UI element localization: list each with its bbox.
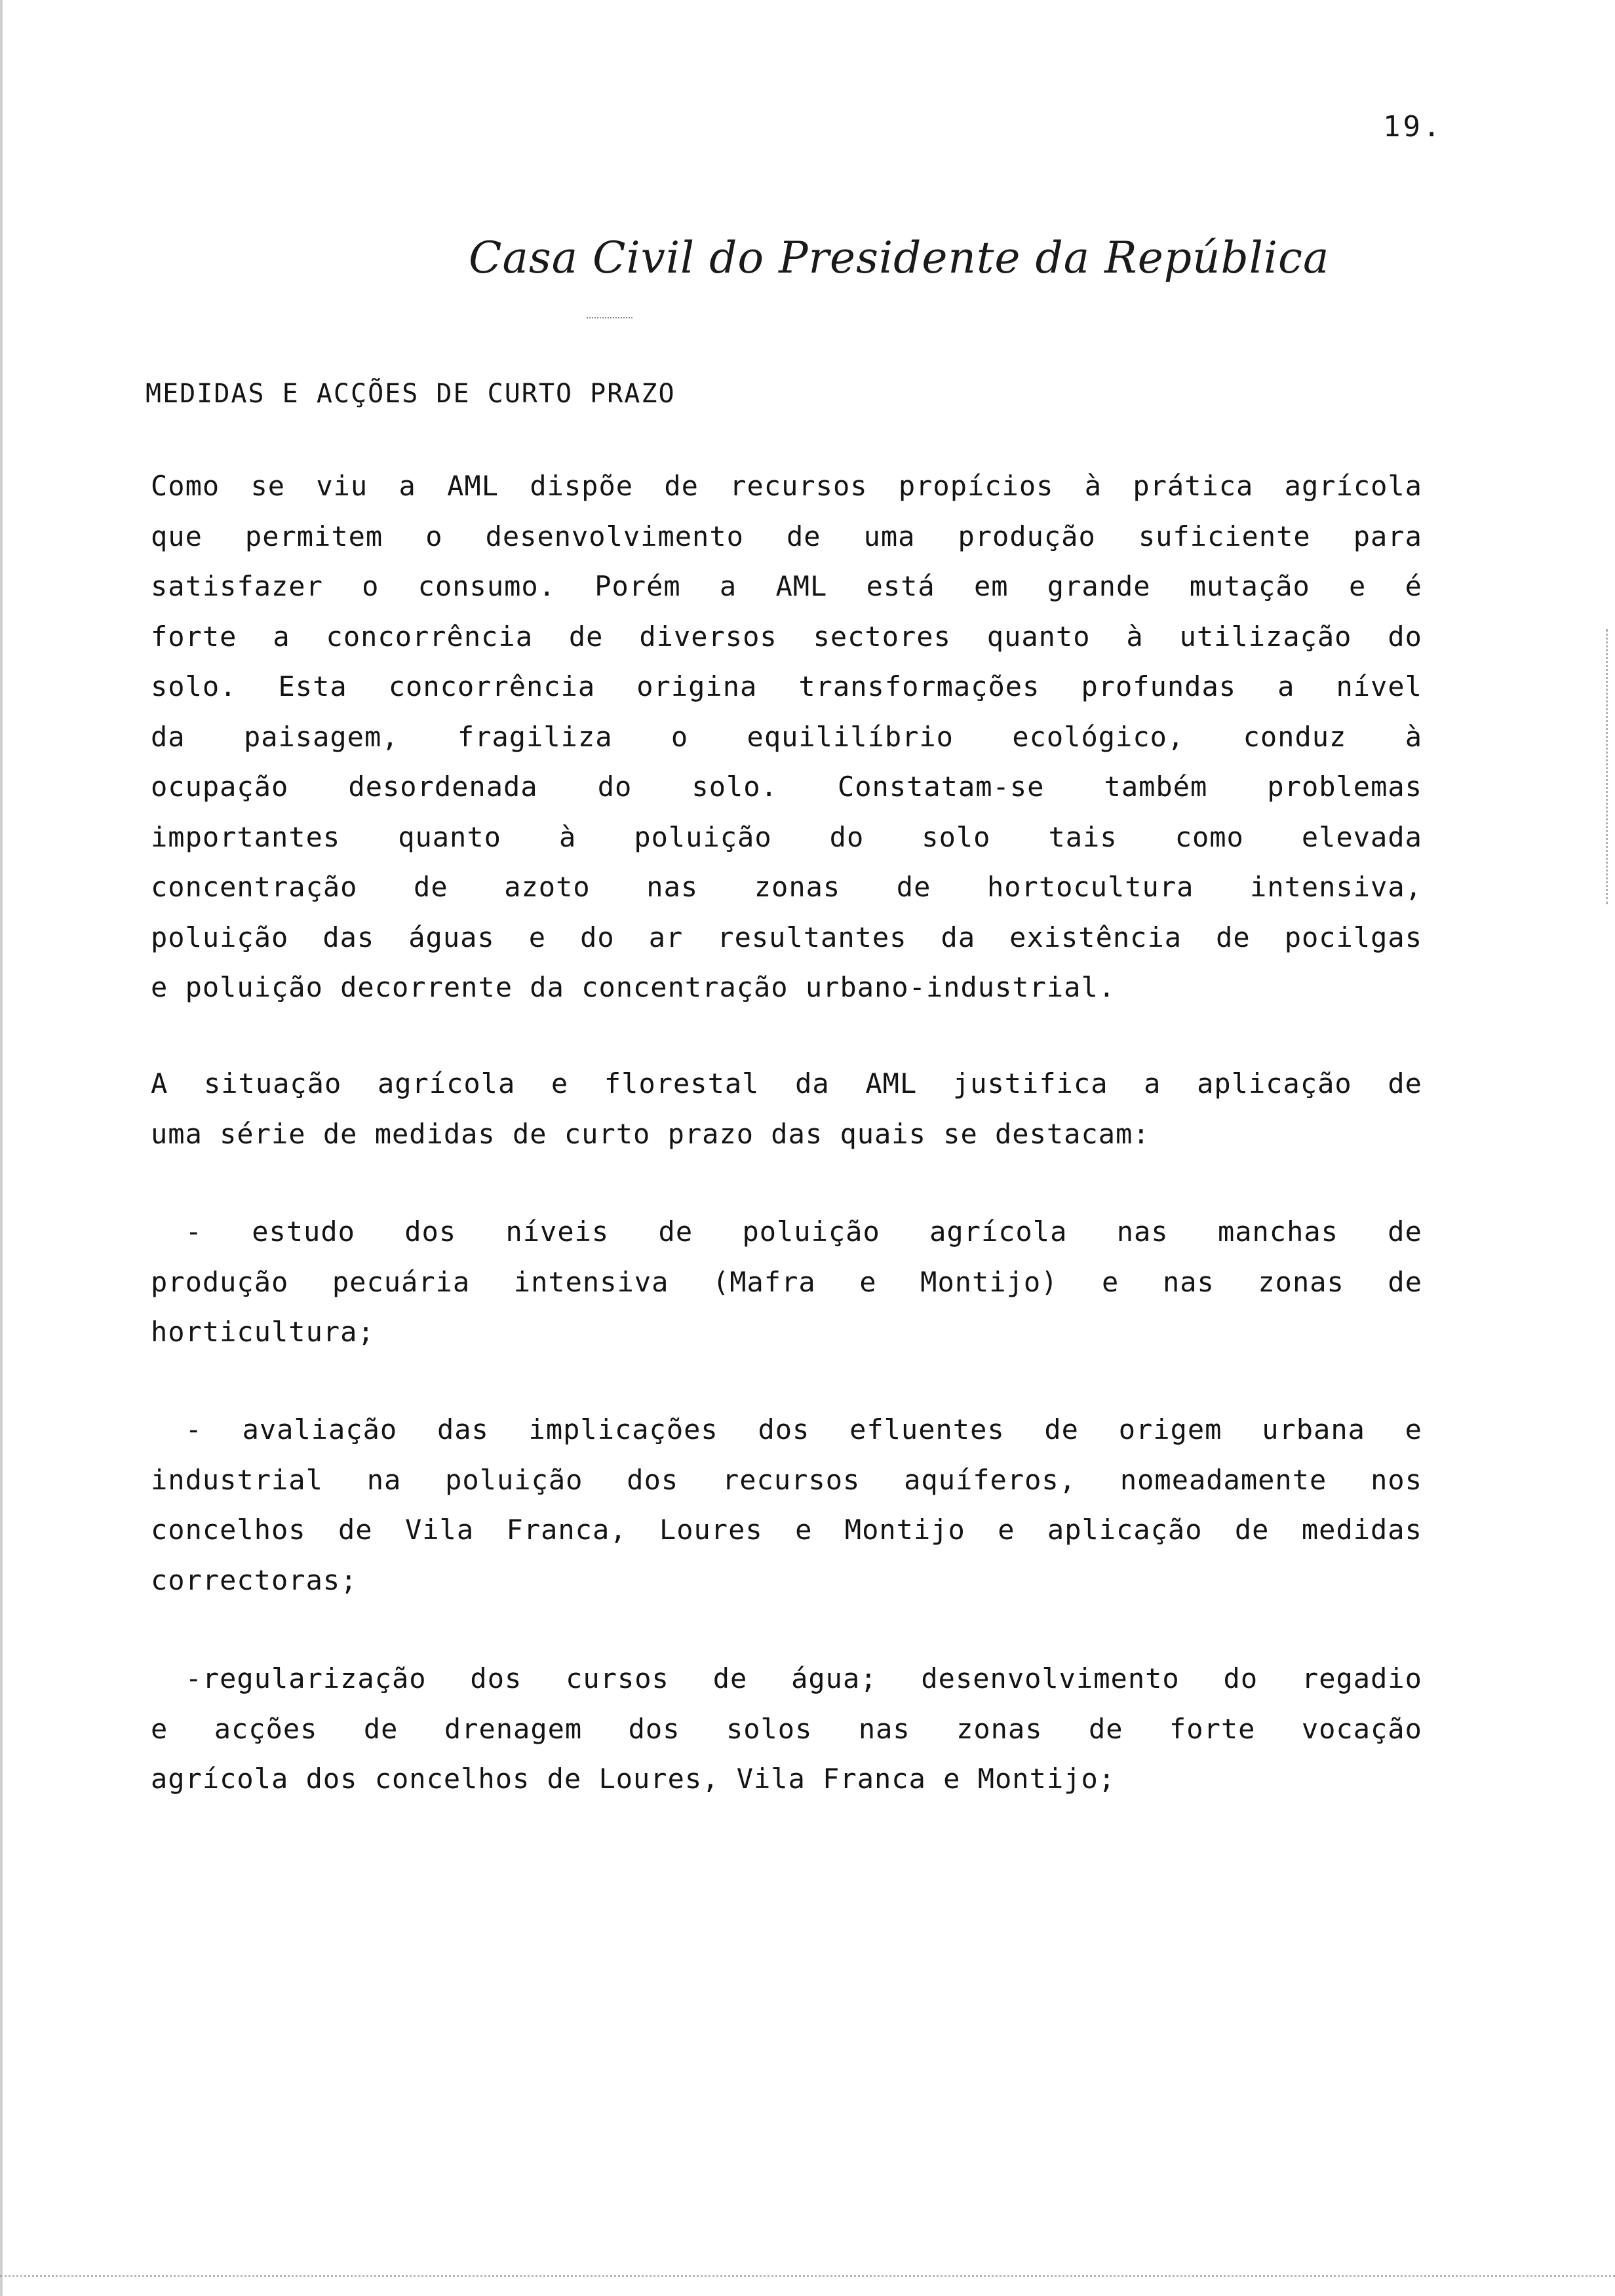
word: avaliação bbox=[242, 1413, 398, 1445]
text-line bbox=[151, 813, 1422, 863]
word: Esta bbox=[278, 670, 347, 702]
word: vocação bbox=[1301, 1712, 1422, 1745]
text-line-content: uma série de medidas de curto prazo das quais se destacam: bbox=[151, 1117, 1150, 1150]
text-line bbox=[151, 512, 1422, 562]
word: pocilgas bbox=[1284, 921, 1422, 953]
list-item-water-regularization bbox=[151, 1654, 1422, 1805]
word: transformações bbox=[798, 670, 1040, 702]
word: recursos bbox=[730, 470, 868, 502]
word: zonas bbox=[1258, 1265, 1344, 1298]
word: desordenada bbox=[348, 771, 538, 803]
word: o bbox=[425, 520, 443, 552]
word: de bbox=[712, 1662, 748, 1694]
word: dos bbox=[627, 1463, 679, 1496]
word: e bbox=[551, 1067, 569, 1100]
word: para bbox=[1353, 520, 1422, 552]
scan-left-edge bbox=[0, 0, 3, 2296]
text-line bbox=[151, 712, 1422, 763]
word: efluentes bbox=[849, 1413, 1005, 1445]
word: níveis bbox=[505, 1215, 610, 1248]
text-line bbox=[151, 1556, 1422, 1606]
word: grande bbox=[1047, 570, 1151, 602]
word: como bbox=[1175, 820, 1244, 853]
text-line bbox=[151, 1207, 1422, 1257]
word: consumo. bbox=[418, 570, 556, 602]
word: dos bbox=[628, 1712, 680, 1745]
text-line-content: e poluição decorrente da concentração urbano-industrial. bbox=[151, 971, 1116, 1003]
word: existência bbox=[1009, 921, 1182, 953]
word: equililíbrio bbox=[747, 720, 954, 753]
word: de bbox=[896, 871, 931, 903]
list-item-effluents bbox=[151, 1405, 1422, 1605]
word: do bbox=[580, 921, 615, 953]
word: e bbox=[998, 1514, 1015, 1546]
word: de bbox=[786, 520, 821, 552]
word: dispõe bbox=[530, 470, 634, 502]
text-line bbox=[151, 1754, 1422, 1805]
word: e bbox=[1102, 1265, 1119, 1298]
word: dos bbox=[404, 1215, 457, 1248]
word: e bbox=[1349, 570, 1367, 602]
text-line-content: correctoras; bbox=[151, 1563, 358, 1596]
word: concorrência bbox=[326, 620, 533, 653]
word: medidas bbox=[1301, 1514, 1422, 1546]
word: - bbox=[151, 1215, 203, 1248]
text-line bbox=[151, 1257, 1422, 1308]
word: prática bbox=[1133, 470, 1254, 502]
word: desenvolvimento bbox=[485, 520, 744, 552]
section-heading: MEDIDAS E ACÇÕES DE CURTO PRAZO bbox=[146, 379, 676, 409]
word: manchas bbox=[1217, 1215, 1338, 1248]
word: a bbox=[399, 470, 416, 502]
text-line bbox=[151, 1307, 1422, 1358]
word: mutação bbox=[1189, 570, 1310, 602]
word: solos bbox=[726, 1712, 813, 1745]
word: aquíferos, bbox=[904, 1463, 1076, 1496]
word: se bbox=[250, 470, 286, 502]
word: regadio bbox=[1301, 1662, 1422, 1694]
word: a bbox=[1144, 1067, 1161, 1100]
word: nas bbox=[858, 1712, 910, 1745]
word: de bbox=[568, 620, 604, 653]
word: ocupação bbox=[151, 771, 289, 803]
word: do bbox=[829, 820, 865, 853]
word: -regularização bbox=[151, 1662, 427, 1694]
word: à bbox=[1405, 720, 1422, 753]
word: o bbox=[362, 570, 379, 602]
word: aplicação bbox=[1197, 1067, 1352, 1100]
word: acções bbox=[214, 1712, 318, 1745]
text-line bbox=[151, 913, 1422, 963]
letterhead-underline bbox=[587, 313, 632, 318]
word: forte bbox=[151, 620, 237, 653]
page-number: 19. bbox=[1383, 110, 1443, 144]
word: conduz bbox=[1243, 720, 1347, 753]
word: do bbox=[597, 771, 632, 803]
word: Vila bbox=[404, 1514, 475, 1546]
word: nível bbox=[1336, 670, 1422, 702]
word: resultantes bbox=[717, 921, 907, 953]
word: na bbox=[366, 1463, 402, 1496]
word: drenagem bbox=[444, 1712, 583, 1745]
word: nomeadamente bbox=[1119, 1463, 1327, 1496]
text-line bbox=[151, 862, 1422, 913]
word: AML bbox=[865, 1067, 918, 1100]
word: de bbox=[338, 1514, 373, 1546]
word: origina bbox=[636, 670, 758, 702]
word: justifica bbox=[952, 1067, 1108, 1100]
word: produção bbox=[958, 520, 1096, 552]
word: à bbox=[1084, 470, 1102, 502]
scan-bottom-noise bbox=[0, 2275, 1615, 2282]
word: de bbox=[1388, 1265, 1422, 1298]
word: AML bbox=[775, 570, 828, 602]
paragraph-intro bbox=[151, 461, 1422, 1013]
word: quanto bbox=[986, 620, 1091, 653]
word: Loures bbox=[659, 1514, 763, 1546]
text-line-content: agrícola dos concelhos de Loures, Vila Franca e Montijo; bbox=[151, 1763, 1116, 1795]
word: forte bbox=[1169, 1712, 1256, 1745]
word: (Mafra bbox=[712, 1265, 816, 1298]
word: sectores bbox=[813, 620, 951, 653]
word: em bbox=[973, 570, 1009, 602]
text-line bbox=[151, 1654, 1422, 1704]
word: - bbox=[151, 1413, 203, 1445]
word: de bbox=[664, 470, 699, 502]
word: fragiliza bbox=[457, 720, 613, 753]
word: quanto bbox=[398, 820, 501, 853]
word: urbana bbox=[1262, 1413, 1365, 1445]
word: que bbox=[151, 520, 203, 552]
word: pecuária bbox=[332, 1265, 471, 1298]
word: zonas bbox=[754, 871, 841, 903]
word: poluição bbox=[445, 1463, 583, 1496]
word: Franca, bbox=[506, 1514, 627, 1546]
text-line-content: horticultura; bbox=[151, 1316, 375, 1348]
text-line bbox=[151, 1704, 1422, 1755]
word: paisagem, bbox=[243, 720, 399, 753]
text-line bbox=[151, 963, 1422, 1013]
text-line bbox=[151, 612, 1422, 662]
word: propícios bbox=[898, 470, 1054, 502]
text-line bbox=[151, 562, 1422, 612]
word: de bbox=[414, 871, 448, 903]
word: e bbox=[1405, 1413, 1422, 1445]
word: AML bbox=[447, 470, 499, 502]
text-line bbox=[151, 662, 1422, 712]
word: de bbox=[658, 1215, 693, 1248]
word: está bbox=[866, 570, 935, 602]
word: importantes bbox=[151, 820, 341, 853]
text-line bbox=[151, 762, 1422, 813]
word: de bbox=[1216, 921, 1251, 953]
word: ar bbox=[648, 921, 684, 953]
text-line bbox=[151, 1059, 1422, 1109]
paragraph-situation bbox=[151, 1059, 1422, 1159]
word: agrícola bbox=[929, 1215, 1068, 1248]
word: e bbox=[859, 1265, 877, 1298]
word: dos bbox=[470, 1662, 522, 1694]
word: nas bbox=[646, 871, 699, 903]
word: e bbox=[151, 1712, 168, 1745]
word: do bbox=[1223, 1662, 1258, 1694]
word: de bbox=[1388, 1215, 1422, 1248]
word: ecológico, bbox=[1012, 720, 1185, 753]
word: azoto bbox=[504, 871, 591, 903]
text-line bbox=[151, 1405, 1422, 1455]
word: o bbox=[671, 720, 689, 753]
word: Montijo bbox=[844, 1514, 965, 1546]
word: uma bbox=[863, 520, 916, 552]
text-line bbox=[151, 1109, 1422, 1160]
word: dos bbox=[758, 1413, 810, 1445]
word: aplicação bbox=[1047, 1514, 1203, 1546]
word: à bbox=[1126, 620, 1144, 653]
word: é bbox=[1405, 570, 1422, 602]
list-item-pollution-study bbox=[151, 1207, 1422, 1358]
word: problemas bbox=[1267, 771, 1422, 803]
word: tais bbox=[1048, 820, 1118, 853]
word: das bbox=[437, 1413, 489, 1445]
word: de bbox=[1088, 1712, 1123, 1745]
text-line bbox=[151, 1455, 1422, 1506]
word: utilização bbox=[1179, 620, 1352, 653]
word: intensiva bbox=[513, 1265, 669, 1298]
word: da bbox=[151, 720, 185, 753]
word: desenvolvimento bbox=[921, 1662, 1180, 1694]
word: satisfazer bbox=[151, 570, 323, 602]
word: implicações bbox=[528, 1413, 718, 1445]
word: de bbox=[1388, 1067, 1422, 1100]
text-line bbox=[151, 1505, 1422, 1556]
word: de bbox=[1044, 1413, 1079, 1445]
word: situação bbox=[203, 1067, 342, 1100]
word: suficiente bbox=[1138, 520, 1311, 552]
word: elevada bbox=[1301, 820, 1422, 853]
word: diversos bbox=[639, 620, 777, 653]
word: hortocultura bbox=[986, 871, 1194, 903]
word: poluição bbox=[634, 820, 772, 853]
word: intensiva, bbox=[1250, 871, 1422, 903]
word: nas bbox=[1162, 1265, 1215, 1298]
word: agrícola bbox=[1284, 470, 1422, 502]
word: a bbox=[719, 570, 737, 602]
word: produção bbox=[151, 1265, 289, 1298]
word: de bbox=[1234, 1514, 1270, 1546]
word: estudo bbox=[252, 1215, 355, 1248]
word: viu bbox=[316, 470, 368, 502]
word: água; bbox=[791, 1662, 878, 1694]
word: da bbox=[795, 1067, 830, 1100]
word: permitem bbox=[244, 520, 383, 552]
letterhead: Casa Civil do Presidente da República bbox=[469, 233, 1330, 283]
word: Montijo) bbox=[920, 1265, 1059, 1298]
word: origem bbox=[1118, 1413, 1222, 1445]
word: a bbox=[273, 620, 290, 653]
word: solo bbox=[922, 820, 991, 853]
word: e bbox=[528, 921, 547, 953]
word: industrial bbox=[151, 1463, 323, 1496]
word: nos bbox=[1371, 1463, 1422, 1496]
word: florestal bbox=[604, 1067, 760, 1100]
word: do bbox=[1388, 620, 1422, 653]
word: concorrência bbox=[388, 670, 596, 702]
word: da bbox=[941, 921, 976, 953]
word: solo. bbox=[151, 670, 237, 702]
word: concentração bbox=[151, 871, 358, 903]
word: Porém bbox=[594, 570, 681, 602]
word: a bbox=[1277, 670, 1295, 702]
word: nas bbox=[1116, 1215, 1169, 1248]
word: poluição bbox=[742, 1215, 880, 1248]
word: recursos bbox=[722, 1463, 861, 1496]
word: A bbox=[151, 1067, 168, 1100]
word: concelhos bbox=[151, 1514, 306, 1546]
word: Como bbox=[151, 470, 220, 502]
word: de bbox=[363, 1712, 399, 1745]
word: solo. bbox=[691, 771, 778, 803]
word: agrícola bbox=[377, 1067, 516, 1100]
scan-right-marks bbox=[1606, 629, 1610, 904]
word: águas bbox=[408, 921, 495, 953]
word: à bbox=[558, 820, 577, 853]
word: cursos bbox=[566, 1662, 669, 1694]
word: das bbox=[322, 921, 375, 953]
text-line bbox=[151, 461, 1422, 512]
word: profundas bbox=[1081, 670, 1237, 702]
word: também bbox=[1104, 771, 1208, 803]
word: Constatam-se bbox=[837, 771, 1045, 803]
word: zonas bbox=[956, 1712, 1043, 1745]
word: e bbox=[795, 1514, 813, 1546]
word: poluição bbox=[151, 921, 289, 953]
